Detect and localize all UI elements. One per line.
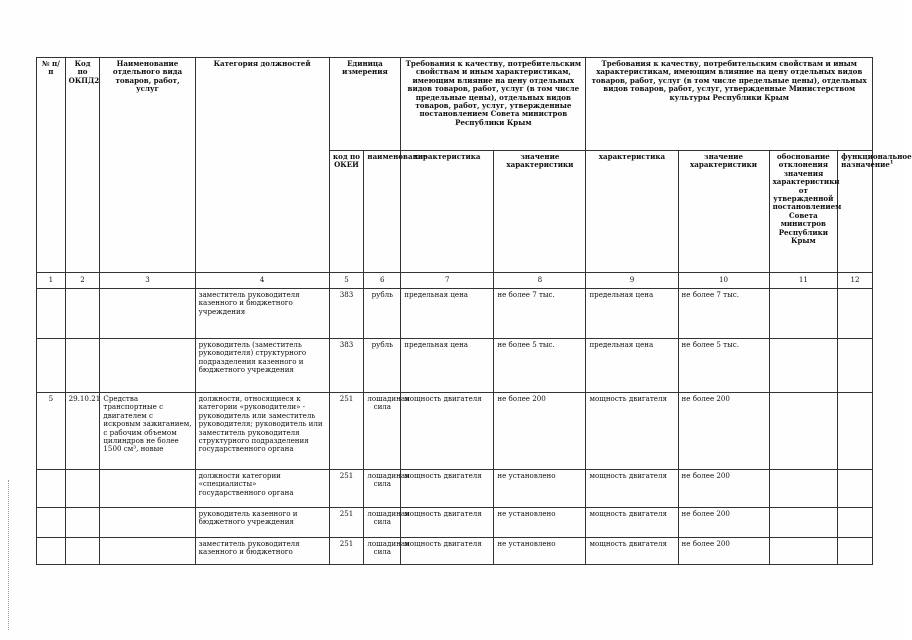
cell-position-category: руководитель казенного и бюджетного учреждения xyxy=(195,508,329,538)
cell-position-category: должности категории «специалисты» государственного органа xyxy=(195,470,329,508)
cell-okei-code: 251 xyxy=(329,508,364,538)
cell-value-2: не более 5 тыс. xyxy=(678,339,769,393)
scan-edge-line xyxy=(8,480,10,630)
cell-okpd2 xyxy=(65,538,100,565)
cell-okpd2 xyxy=(65,339,100,393)
cell-unit-name: рубль xyxy=(364,289,401,339)
header-item-name: Наименование отдельного вида товаров, работ, услуг xyxy=(100,58,195,273)
cell-unit-name: рубль xyxy=(364,339,401,393)
cell-characteristic-1: мощность двигателя xyxy=(401,508,494,538)
column-number: 8 xyxy=(494,273,586,289)
column-number: 11 xyxy=(769,273,838,289)
cell-item-name xyxy=(100,470,195,508)
cell-item-name xyxy=(100,508,195,538)
table-row xyxy=(37,470,873,508)
cell-value-1: не установлено xyxy=(494,508,586,538)
cell-function xyxy=(838,508,873,538)
cell-okpd2: 29.10.21 xyxy=(65,393,100,470)
cell-unit-name: лошадиная сила xyxy=(364,470,401,508)
cell-characteristic-2: мощность двигателя xyxy=(586,538,678,565)
header-unit: Единица измерения xyxy=(329,58,401,151)
header-value-2: значение характеристики xyxy=(678,151,769,273)
cell-unit-name: лошадиная сила xyxy=(364,538,401,565)
cell-number xyxy=(37,339,66,393)
header-function-footnote: 1 xyxy=(889,160,894,167)
cell-characteristic-2: мощность двигателя xyxy=(586,470,678,508)
cell-item-name xyxy=(100,289,195,339)
cell-okei-code: 251 xyxy=(329,393,364,470)
cell-okei-code: 251 xyxy=(329,538,364,565)
cell-item-name xyxy=(100,538,195,565)
cell-characteristic-2: мощность двигателя xyxy=(586,508,678,538)
header-characteristic-2: характеристика xyxy=(586,151,678,273)
cell-value-1: не более 200 xyxy=(494,393,586,470)
table-row xyxy=(37,339,873,393)
cell-item-name xyxy=(100,339,195,393)
header-requirements-ministry: Требования к качеству, потребительским свойствам и иным характеристикам, имеющим влияние на цену отдельных видов товаров, работ, услуг (в том числе предельные цены), отдельных видов товаров, работ, услуг, утвержденные Министерством культуры Республики Крым xyxy=(586,58,873,151)
cell-characteristic-1: мощность двигателя xyxy=(401,393,494,470)
column-number: 2 xyxy=(65,273,100,289)
cell-characteristic-1: предельная цена xyxy=(401,339,494,393)
cell-characteristic-1: мощность двигателя xyxy=(401,470,494,508)
cell-function xyxy=(838,470,873,508)
cell-justification xyxy=(769,339,838,393)
header-function-text: функциональное назначение xyxy=(841,152,912,170)
cell-unit-name: лошадиная сила xyxy=(364,508,401,538)
cell-unit-name: лошадиная сила xyxy=(364,393,401,470)
header-row-top xyxy=(37,58,873,151)
cell-justification xyxy=(769,538,838,565)
cell-value-2: не более 200 xyxy=(678,538,769,565)
cell-item-name: Средства транспортные с двигателем с искровым зажиганием, с рабочим объемом цилиндров не более 1500 см³, новые xyxy=(100,393,195,470)
cell-justification xyxy=(769,508,838,538)
column-number: 9 xyxy=(586,273,678,289)
header-position-category: Категория должностей xyxy=(195,58,329,273)
cell-justification xyxy=(769,470,838,508)
column-number: 7 xyxy=(401,273,494,289)
cell-characteristic-2: предельная цена xyxy=(586,289,678,339)
cell-value-1: не более 5 тыс. xyxy=(494,339,586,393)
cell-value-1: не более 7 тыс. xyxy=(494,289,586,339)
cell-value-2: не более 7 тыс. xyxy=(678,289,769,339)
header-function xyxy=(838,151,912,273)
column-number: 5 xyxy=(329,273,364,289)
cell-number xyxy=(37,470,66,508)
column-number: 4 xyxy=(195,273,329,289)
header-number: № п/п xyxy=(37,58,66,273)
cell-justification xyxy=(769,289,838,339)
cell-position-category: руководитель (заместитель руководителя) структурного подразделения казенного и бюджетного учреждения xyxy=(195,339,329,393)
header-requirements-council: Требования к качеству, потребительским свойствам и иным характеристикам, имеющим влияние на цену отдельных видов товаров, работ, услуг (в том числе предельные цены), отдельных видов товаров, работ, услуг, утвержденные постановлением Совета министров Республики Крым xyxy=(401,58,586,151)
column-number: 1 xyxy=(37,273,66,289)
header-justification: обоснование отклонения значения характеристики от утвержденной постановлением Совета министров Республики Крым xyxy=(769,151,838,273)
cell-function xyxy=(838,289,873,339)
cell-position-category: заместитель руководителя казенного и бюджетного учреждения xyxy=(195,289,329,339)
cell-function xyxy=(838,393,873,470)
cell-okpd2 xyxy=(65,508,100,538)
cell-value-2: не более 200 xyxy=(678,393,769,470)
cell-number xyxy=(37,538,66,565)
cell-number xyxy=(37,508,66,538)
cell-position-category: должности, относящиеся к категории «руководители» - руководитель или заместитель руководителя; руководитель или заместитель руководителя структурного подразделения государственного органа xyxy=(195,393,329,470)
cell-value-1: не установлено xyxy=(494,470,586,508)
header-okei-code: код по ОКЕИ xyxy=(329,151,364,273)
requirements-table xyxy=(36,57,912,565)
cell-number xyxy=(37,289,66,339)
cell-characteristic-1: мощность двигателя xyxy=(401,538,494,565)
cell-okei-code: 383 xyxy=(329,339,364,393)
column-number: 6 xyxy=(364,273,401,289)
cell-okpd2 xyxy=(65,289,100,339)
cell-value-2: не более 200 xyxy=(678,508,769,538)
table-row xyxy=(37,508,873,538)
cell-justification xyxy=(769,393,838,470)
cell-number: 5 xyxy=(37,393,66,470)
header-okpd2: Код по ОКПД2 xyxy=(65,58,100,273)
table-row xyxy=(37,393,873,470)
header-unit-name: наименование xyxy=(364,151,401,273)
cell-okpd2 xyxy=(65,470,100,508)
header-characteristic-1: характеристика xyxy=(401,151,494,273)
table-row xyxy=(37,538,873,565)
column-number: 12 xyxy=(838,273,873,289)
cell-value-2: не более 200 xyxy=(678,470,769,508)
cell-characteristic-2: предельная цена xyxy=(586,339,678,393)
cell-position-category: заместитель руководителя казенного и бюджетного xyxy=(195,538,329,565)
header-value-1: значение характеристики xyxy=(494,151,586,273)
cell-okei-code: 383 xyxy=(329,289,364,339)
cell-function xyxy=(838,538,873,565)
table-row xyxy=(37,289,873,339)
column-number-row xyxy=(37,273,873,289)
cell-function xyxy=(838,339,873,393)
cell-okei-code: 251 xyxy=(329,470,364,508)
cell-value-1: не установлено xyxy=(494,538,586,565)
column-number: 10 xyxy=(678,273,769,289)
cell-characteristic-1: предельная цена xyxy=(401,289,494,339)
column-number: 3 xyxy=(100,273,195,289)
cell-characteristic-2: мощность двигателя xyxy=(586,393,678,470)
